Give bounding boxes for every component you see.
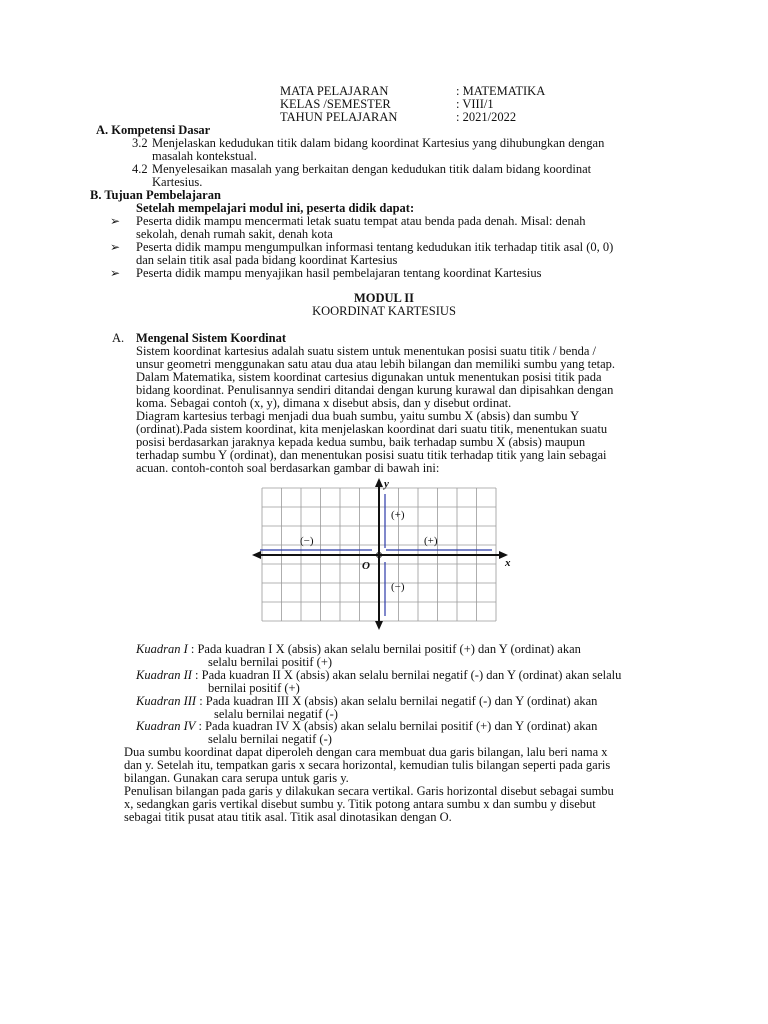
paragraph-line: Dua sumbu koordinat dapat diperoleh dengan cara membuat dua garis bilangan, lalu beri nama x	[124, 745, 608, 759]
kd-item-line: Kartesius.	[152, 175, 203, 189]
quadrant-description: : Pada kuadran I X (absis) akan selalu bernilai positif (+) dan Y (ordinat) akan	[187, 642, 581, 656]
kd-item-line: Menyelesaikan masalah yang berkaitan dengan kedudukan titik dalam bidang koordinat	[152, 162, 592, 176]
quadrant-entry	[136, 695, 597, 708]
paragraph-line: bidang koordinat. Penulisannya sendiri ditandai dengan kurung kurawal dan dipisahkan dengan	[136, 383, 614, 397]
section-a-title: A. Kompetensi Dasar	[96, 123, 211, 137]
header-value-subject: : MATEMATIKA	[456, 84, 546, 98]
y-axis-down-arrow-icon	[375, 621, 383, 630]
paragraph-line: sebagai titik pusat atau titik asal. Titik asal dinotasikan dengan O.	[124, 810, 452, 824]
paragraph-line: Diagram kartesius terbagi menjadi dua buah sumbu, yaitu sumbu X (absis) dan sumbu Y	[136, 409, 580, 423]
paragraph-line: Penulisan bilangan pada garis y dilakukan secara vertikal. Garis horizontal disebut sebagai sumbu	[124, 784, 614, 798]
left-sign-label: (−)	[300, 535, 314, 547]
header-label-class: KELAS /SEMESTER	[280, 97, 391, 111]
origin-label: O	[362, 560, 370, 572]
section-b-title: B. Tujuan Pembelajaran	[90, 188, 221, 202]
bullet-arrow-icon: ➢	[110, 214, 121, 228]
header-label-subject: MATA PELAJARAN	[280, 84, 389, 98]
quadrant-name: Kuadran I	[136, 642, 188, 656]
kd-item-number: 3.2	[132, 136, 148, 150]
objective-line: Peserta didik mampu mengumpulkan informasi tentang kedudukan itik terhadap titik asal (0, 0)	[136, 240, 614, 254]
kd-item-number: 4.2	[132, 162, 148, 176]
quadrant-entry	[136, 720, 597, 733]
quadrant-description-cont: selalu bernilai negatif (-)	[214, 707, 338, 721]
subsection-letter: A.	[112, 331, 125, 345]
kd-item-line: Menjelaskan kedudukan titik dalam bidang koordinat Kartesius yang dihubungkan dengan	[152, 136, 605, 150]
paragraph-line: dan y. Setelah itu, tempatkan garis x secara horizontal, kemudian tulis bilangan seperti pada garis	[124, 758, 611, 772]
quadrant-name: Kuadran III	[136, 694, 197, 708]
quadrant-entry	[136, 643, 581, 656]
paragraph-line: terhadap sumbu Y (ordinat), dan menentukan posisi suatu titik terhadap titik yang lain sebagai	[136, 448, 607, 462]
paragraph-line: koma. Sebagai contoh (x, y), dimana x disebut absis, dan y disebut ordinat.	[136, 396, 512, 410]
paragraph-line: Sistem koordinat kartesius adalah suatu sistem untuk menentukan posisi suatu titik / benda /	[136, 344, 597, 358]
paragraph-line: posisi berdasarkan jaraknya kepada kedua sumbu, baik terhadap sumbu X (absis) maupun	[136, 435, 586, 449]
x-axis-left-arrow-icon	[252, 551, 261, 559]
objective-line: Peserta didik mampu mencermati letak suatu tempat atau benda pada denah. Misal: denah	[136, 214, 586, 228]
paragraph-line: bilangan. Gunakan cara serupa untuk garis y.	[124, 771, 349, 785]
section-b-intro: Setelah mempelajari modul ini, peserta didik dapat:	[136, 201, 415, 215]
bullet-arrow-icon: ➢	[110, 266, 121, 280]
right-sign-label: (+)	[424, 535, 438, 547]
quadrant-description-cont: bernilai positif (+)	[208, 681, 300, 695]
x-axis-label: x	[505, 557, 511, 569]
quadrant-description: : Pada kuadran IV X (absis) akan selalu bernilai positif (+) dan Y (ordinat) akan	[195, 719, 598, 733]
paragraph-line: x, sedangkan garis vertikal disebut sumbu y. Titik potong antara sumbu x dan sumbu y disebut	[124, 797, 596, 811]
quadrant-description: : Pada kuadran III X (absis) akan selalu bernilai negatif (-) dan Y (ordinat) akan	[196, 694, 598, 708]
header-value-class: : VIII/1	[456, 97, 494, 111]
quadrant-description-cont: selalu bernilai positif (+)	[208, 655, 333, 669]
quadrant-name: Kuadran IV	[136, 719, 196, 733]
bullet-arrow-icon: ➢	[110, 240, 121, 254]
kd-item-line: masalah kontekstual.	[152, 149, 257, 163]
module-subtitle: KOORDINAT KARTESIUS	[312, 304, 456, 318]
paragraph-line: Dalam Matematika, sistem koordinat cartesius digunakan untuk menentukan posisi titik pada	[136, 370, 602, 384]
objective-line: Peserta didik mampu menyajikan hasil pembelajaran tentang koordinat Kartesius	[136, 266, 542, 280]
module-title: MODUL II	[353, 291, 415, 305]
quadrant-description-cont: selalu bernilai negatif (-)	[208, 732, 332, 746]
subsection-title: Mengenal Sistem Koordinat	[136, 331, 286, 345]
upper-sign-label: (+)	[391, 509, 405, 521]
objective-line: sekolah, denah rumah sakit, denah kota	[136, 227, 333, 241]
cartesian-diagram	[252, 478, 522, 630]
paragraph-line: (ordinat).Pada sistem koordinat, kita menjelaskan koordinat dari suatu titik, menentukan suatu	[136, 422, 608, 436]
y-axis-up-arrow-icon	[375, 478, 383, 487]
quadrant-description: : Pada kuadran II X (absis) akan selalu bernilai negatif (-) dan Y (ordinat) akan selalu	[191, 668, 622, 682]
header-value-year: : 2021/2022	[456, 110, 517, 124]
paragraph-line: unsur geometri menggunakan satu atau dua atau lebih bilangan dan memiliki sumbu yang tetap.	[136, 357, 616, 371]
y-axis-label: y	[384, 478, 389, 490]
objective-line: dan selain titik asal pada bidang koordinat Kartesius	[136, 253, 398, 267]
lower-sign-label: (−)	[391, 581, 405, 593]
paragraph-line: acuan. contoh-contoh soal berdasarkan gambar di bawah ini:	[136, 461, 440, 475]
quadrant-name: Kuadran II	[136, 668, 192, 682]
header-label-year: TAHUN PELAJARAN	[280, 110, 398, 124]
